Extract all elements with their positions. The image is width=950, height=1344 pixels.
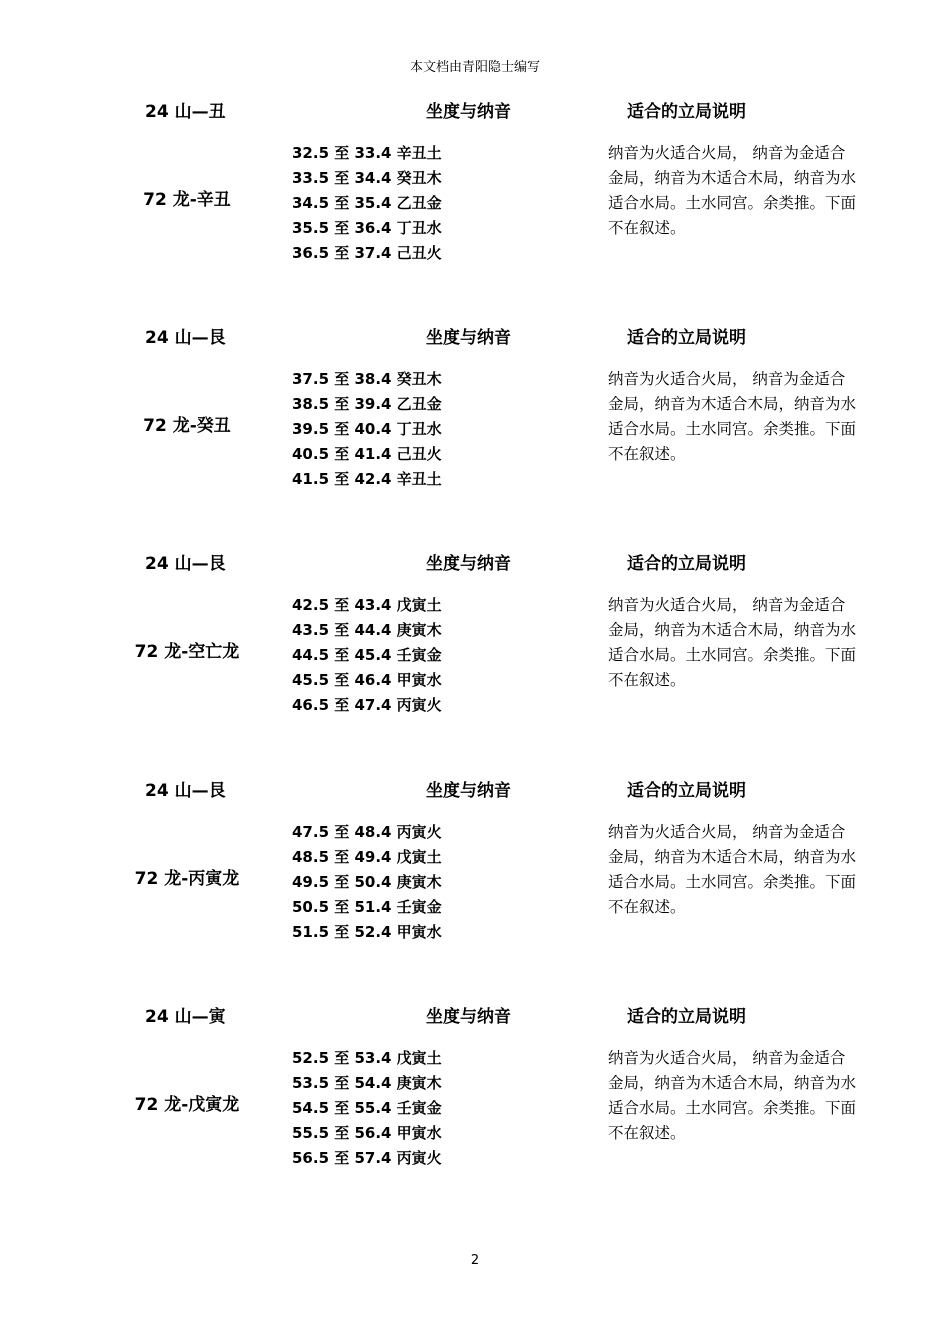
degree-entry: 41.5 至 42.4 辛丑土 bbox=[292, 470, 442, 488]
degree-entry: 43.5 至 44.4 庚寅木 bbox=[292, 621, 442, 639]
degree-entry: 45.5 至 46.4 甲寅水 bbox=[292, 671, 442, 689]
degree-entry: 36.5 至 37.4 己丑火 bbox=[292, 244, 442, 262]
section-5 bbox=[0, 1005, 950, 1205]
mountain-heading: 24 山—艮 bbox=[145, 781, 226, 801]
degree-list bbox=[292, 141, 442, 266]
degree-heading: 坐度与纳音 bbox=[426, 554, 511, 574]
degree-entry: 38.5 至 39.4 乙丑金 bbox=[292, 395, 442, 413]
degree-list bbox=[292, 367, 442, 492]
degree-heading: 坐度与纳音 bbox=[426, 1007, 511, 1027]
dragon-label: 72 龙-戊寅龙 bbox=[134, 1095, 240, 1115]
degree-entry: 53.5 至 54.4 庚寅木 bbox=[292, 1074, 442, 1092]
degree-entry: 32.5 至 33.4 辛丑土 bbox=[292, 144, 442, 162]
section-1 bbox=[0, 100, 950, 300]
degree-list bbox=[292, 593, 442, 718]
section-4 bbox=[0, 779, 950, 979]
degree-entry: 34.5 至 35.4 乙丑金 bbox=[292, 194, 442, 212]
description-heading: 适合的立局说明 bbox=[627, 554, 746, 574]
dragon-label: 72 龙-空亡龙 bbox=[134, 642, 240, 662]
degree-list bbox=[292, 1046, 442, 1171]
degree-entry: 47.5 至 48.4 丙寅火 bbox=[292, 823, 442, 841]
description-heading: 适合的立局说明 bbox=[627, 1007, 746, 1027]
degree-entry: 44.5 至 45.4 壬寅金 bbox=[292, 646, 442, 664]
degree-heading: 坐度与纳音 bbox=[426, 781, 511, 801]
page-number: 2 bbox=[470, 1253, 480, 1268]
degree-entry: 55.5 至 56.4 甲寅水 bbox=[292, 1124, 442, 1142]
dragon-label: 72 龙-丙寅龙 bbox=[134, 869, 240, 889]
degree-heading: 坐度与纳音 bbox=[426, 102, 511, 122]
mountain-heading: 24 山—寅 bbox=[145, 1007, 226, 1027]
degree-entry: 48.5 至 49.4 戊寅土 bbox=[292, 848, 442, 866]
degree-entry: 35.5 至 36.4 丁丑水 bbox=[292, 219, 442, 237]
degree-entry: 46.5 至 47.4 丙寅火 bbox=[292, 696, 442, 714]
mountain-heading: 24 山—艮 bbox=[145, 328, 226, 348]
description-text: 纳音为火适合火局， 纳音为金适合金局，纳音为木适合木局，纳音为水适合水局。土水同宫。余类推。下面不在叙述。 bbox=[608, 1049, 857, 1142]
dragon-label: 72 龙-辛丑 bbox=[143, 190, 231, 210]
degree-entry: 56.5 至 57.4 丙寅火 bbox=[292, 1149, 442, 1167]
degree-entry: 52.5 至 53.4 戊寅土 bbox=[292, 1049, 442, 1067]
description-text: 纳音为火适合火局， 纳音为金适合金局，纳音为木适合木局，纳音为水适合水局。土水同宫。余类推。下面不在叙述。 bbox=[608, 144, 857, 237]
dragon-label: 72 龙-癸丑 bbox=[143, 416, 231, 436]
description-heading: 适合的立局说明 bbox=[627, 781, 746, 801]
degree-entry: 33.5 至 34.4 癸丑木 bbox=[292, 169, 442, 187]
mountain-heading: 24 山—丑 bbox=[145, 102, 226, 122]
degree-entry: 39.5 至 40.4 丁丑水 bbox=[292, 420, 442, 438]
degree-entry: 54.5 至 55.4 壬寅金 bbox=[292, 1099, 442, 1117]
degree-entry: 51.5 至 52.4 甲寅水 bbox=[292, 923, 442, 941]
description-heading: 适合的立局说明 bbox=[627, 328, 746, 348]
description-heading: 适合的立局说明 bbox=[627, 102, 746, 122]
degree-entry: 50.5 至 51.4 壬寅金 bbox=[292, 898, 442, 916]
degree-list bbox=[292, 820, 442, 945]
degree-entry: 49.5 至 50.4 庚寅木 bbox=[292, 873, 442, 891]
degree-entry: 42.5 至 43.4 戊寅土 bbox=[292, 596, 442, 614]
degree-entry: 37.5 至 38.4 癸丑木 bbox=[292, 370, 442, 388]
section-3 bbox=[0, 552, 950, 752]
degree-heading: 坐度与纳音 bbox=[426, 328, 511, 348]
section-2 bbox=[0, 326, 950, 526]
degree-entry: 40.5 至 41.4 己丑火 bbox=[292, 445, 442, 463]
description-text: 纳音为火适合火局， 纳音为金适合金局，纳音为木适合木局，纳音为水适合水局。土水同宫。余类推。下面不在叙述。 bbox=[608, 370, 857, 463]
mountain-heading: 24 山—艮 bbox=[145, 554, 226, 574]
description-text: 纳音为火适合火局， 纳音为金适合金局，纳音为木适合木局，纳音为水适合水局。土水同宫。余类推。下面不在叙述。 bbox=[608, 596, 857, 689]
page-header: 本文档由青阳隐士编写 bbox=[409, 60, 540, 75]
description-text: 纳音为火适合火局， 纳音为金适合金局，纳音为木适合木局，纳音为水适合水局。土水同宫。余类推。下面不在叙述。 bbox=[608, 823, 857, 916]
